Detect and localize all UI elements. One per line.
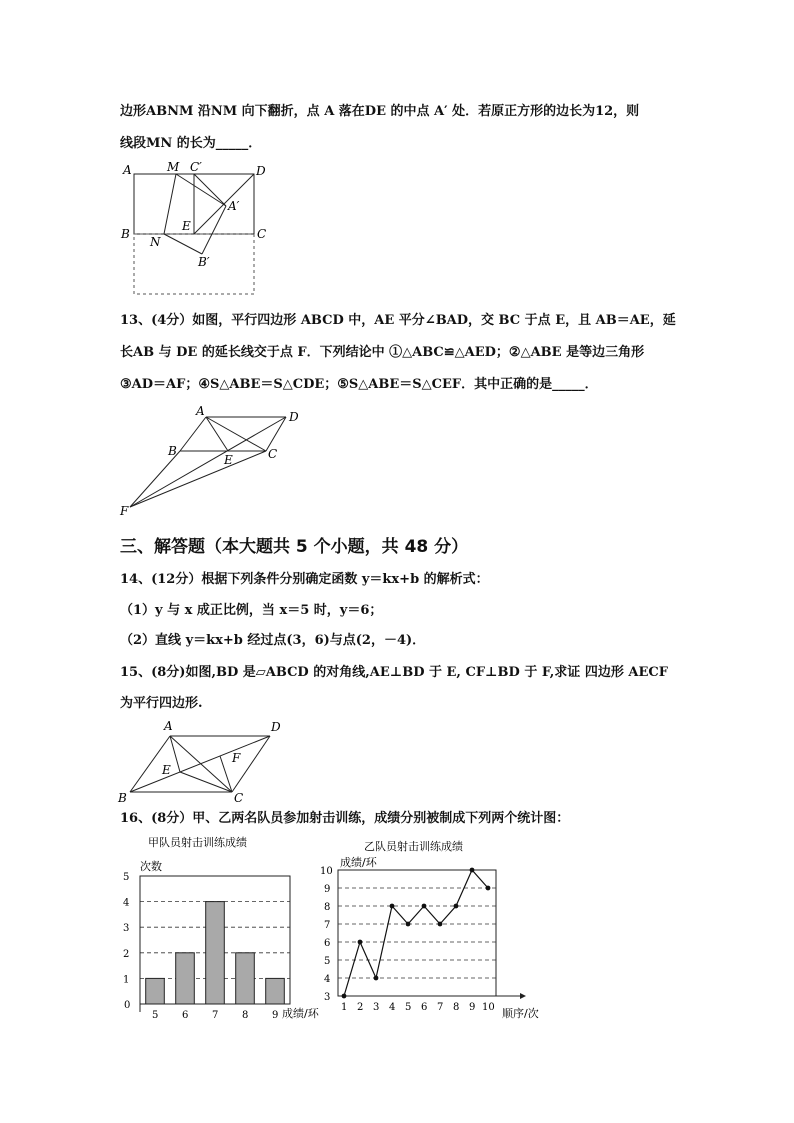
chart1-ytick: 5 <box>123 872 130 883</box>
label-B: B <box>121 227 130 241</box>
chart2-point <box>390 904 395 909</box>
chart2-xlabel: 顺序/次 <box>502 1007 539 1020</box>
chart2-ylabel: 成绩/环 <box>340 856 377 869</box>
chart1-ytick: 1 <box>123 974 130 986</box>
line-BD <box>130 736 270 792</box>
line-MA1 <box>176 174 226 206</box>
chart1-ytick: 3 <box>123 923 130 935</box>
chart2-ytick: 3 <box>324 992 331 1003</box>
chart2-point <box>374 976 379 981</box>
chart2-x-arrow-icon <box>520 993 526 999</box>
chart2-point <box>406 922 411 927</box>
label-C: C <box>257 227 267 241</box>
chart1-bar <box>146 978 165 1004</box>
label-N: N <box>150 235 161 249</box>
chart1-bar <box>236 953 255 1004</box>
chart1-ytick: 0 <box>124 1000 131 1011</box>
q14-text-line3: （2）直线 y＝kx+b 经过点(3，6)与点(2，－4)． <box>120 633 426 648</box>
chart1-xtick: 5 <box>152 1010 159 1021</box>
chart-yi-line <box>318 832 558 1022</box>
label-F: F <box>232 751 241 765</box>
q12-figure <box>120 160 280 300</box>
q13-figure <box>120 403 320 518</box>
chart2-ytick: 8 <box>324 902 331 913</box>
chart2-xtick: 1 <box>341 1002 348 1013</box>
label-B: B <box>168 444 177 458</box>
q13-text-line1: 13、(4分）如图，平行四边形 ABCD 中，AE 平分∠BAD，交 BC 于点 E，且 AB＝AE，延 <box>120 313 676 328</box>
q13-text-line3: ③AD＝AF；④S△ABE＝S△CDE；⑤S△ABE＝S△CEF．其中正确的是_____． <box>120 377 598 392</box>
line-C1A1 <box>194 174 226 206</box>
chart2-point <box>342 994 347 999</box>
q16-text-line1: 16、(8分）甲、乙两名队员参加射击训练，成绩分别被制成下列两个统计图： <box>120 811 570 826</box>
label-D: D <box>256 164 266 178</box>
line-MN <box>164 174 176 234</box>
chart2-ytick: 7 <box>324 920 331 931</box>
chart2-xtick: 5 <box>405 1002 412 1013</box>
chart2-point <box>422 904 427 909</box>
chart2-title: 乙队员射击训练成绩 <box>364 840 463 853</box>
line-FD <box>130 417 286 507</box>
chart2-series-line <box>344 870 488 996</box>
label-A: A <box>123 163 132 177</box>
q15-text-line1: 15、(8分)如图,BD 是▱ABCD 的对角线,AE⊥BD 于 E, CF⊥BD 于 F,求证 四边形 AECF <box>120 665 668 680</box>
line-AB <box>180 417 206 451</box>
label-E: E <box>182 219 191 233</box>
label-B: B <box>118 791 127 805</box>
chart2-point <box>358 940 363 945</box>
chart1-title: 甲队员射击训练成绩 <box>148 836 247 849</box>
label-C: C <box>268 447 278 461</box>
chart2-point <box>470 868 475 873</box>
q14-text-line2: （1）y 与 x 成正比例，当 x＝5 时，y＝6； <box>120 603 383 618</box>
q15-text-line2: 为平行四边形. <box>120 696 203 711</box>
chart2-xtick: 8 <box>453 1002 460 1013</box>
chart2-xtick: 3 <box>373 1002 380 1013</box>
line-A1B1 <box>202 206 226 254</box>
chart-jia-bar <box>118 832 338 1022</box>
chart2-ytick: 6 <box>324 938 331 949</box>
line-AE <box>206 417 228 451</box>
chart2-ytick: 5 <box>324 956 331 967</box>
chart1-xtick: 6 <box>182 1010 189 1021</box>
chart1-ytick: 4 <box>123 897 130 909</box>
chart2-ytick: 4 <box>324 974 331 985</box>
chart2-xtick: 7 <box>437 1002 444 1013</box>
q12-text-line2: 线段MN 的长为_____． <box>120 136 262 151</box>
line-AE <box>170 736 180 772</box>
label-M: M <box>167 160 180 174</box>
chart1-xtick: 7 <box>212 1010 219 1021</box>
chart1-xlabel: 成绩/环 <box>282 1007 319 1020</box>
q13-text-line2: 长AB 与 DE 的延长线交于点 F．下列结论中 ①△ABC≌△AED；②△ABE 是等边三角形 <box>120 345 645 360</box>
q15-figure <box>118 716 288 806</box>
label-B-prime: B′ <box>198 255 210 269</box>
q14-text-line1: 14、(12分）根据下列条件分别确定函数 y＝kx+b 的解析式： <box>120 572 489 587</box>
label-D: D <box>271 720 281 734</box>
chart1-ytick: 2 <box>123 948 130 960</box>
label-D: D <box>289 410 299 424</box>
line-FC <box>130 451 266 507</box>
chart1-bar <box>266 978 285 1004</box>
line-NB1 <box>164 234 202 254</box>
label-E: E <box>162 763 171 777</box>
chart2-ytick: 9 <box>324 884 331 895</box>
chart1-ylabel: 次数 <box>140 860 162 873</box>
chart1-bar <box>206 902 225 1004</box>
label-A: A <box>196 404 205 418</box>
chart2-point <box>438 922 443 927</box>
q12-text-line1: 边形ABNM 沿NM 向下翻折，点 A 落在DE 的中点 A′ 处．若原正方形的边长为12，则 <box>120 104 640 119</box>
label-A-prime: A′ <box>228 199 240 213</box>
chart2-frame <box>338 870 496 996</box>
chart1-bar <box>176 953 195 1004</box>
line-BF <box>130 451 180 507</box>
label-E: E <box>224 453 233 467</box>
chart1-xtick: 9 <box>272 1010 279 1021</box>
label-C: C <box>234 791 244 805</box>
chart1-xtick: 8 <box>242 1010 249 1021</box>
chart2-point <box>486 886 491 891</box>
chart2-xtick: 6 <box>421 1002 428 1013</box>
chart2-point <box>454 904 459 909</box>
chart2-xtick: 9 <box>469 1002 476 1013</box>
label-A: A <box>164 719 173 733</box>
line-EC <box>180 772 232 792</box>
chart2-ytick: 10 <box>320 866 333 877</box>
label-C-prime: C′ <box>190 160 202 174</box>
chart2-xtick: 2 <box>357 1002 364 1013</box>
label-F: F <box>120 504 129 518</box>
section-heading: 三、解答题（本大题共 5 个小题，共 48 分） <box>120 537 469 557</box>
chart2-xtick: 4 <box>389 1002 396 1013</box>
chart2-xtick: 10 <box>482 1002 495 1013</box>
line-DC <box>266 417 286 451</box>
